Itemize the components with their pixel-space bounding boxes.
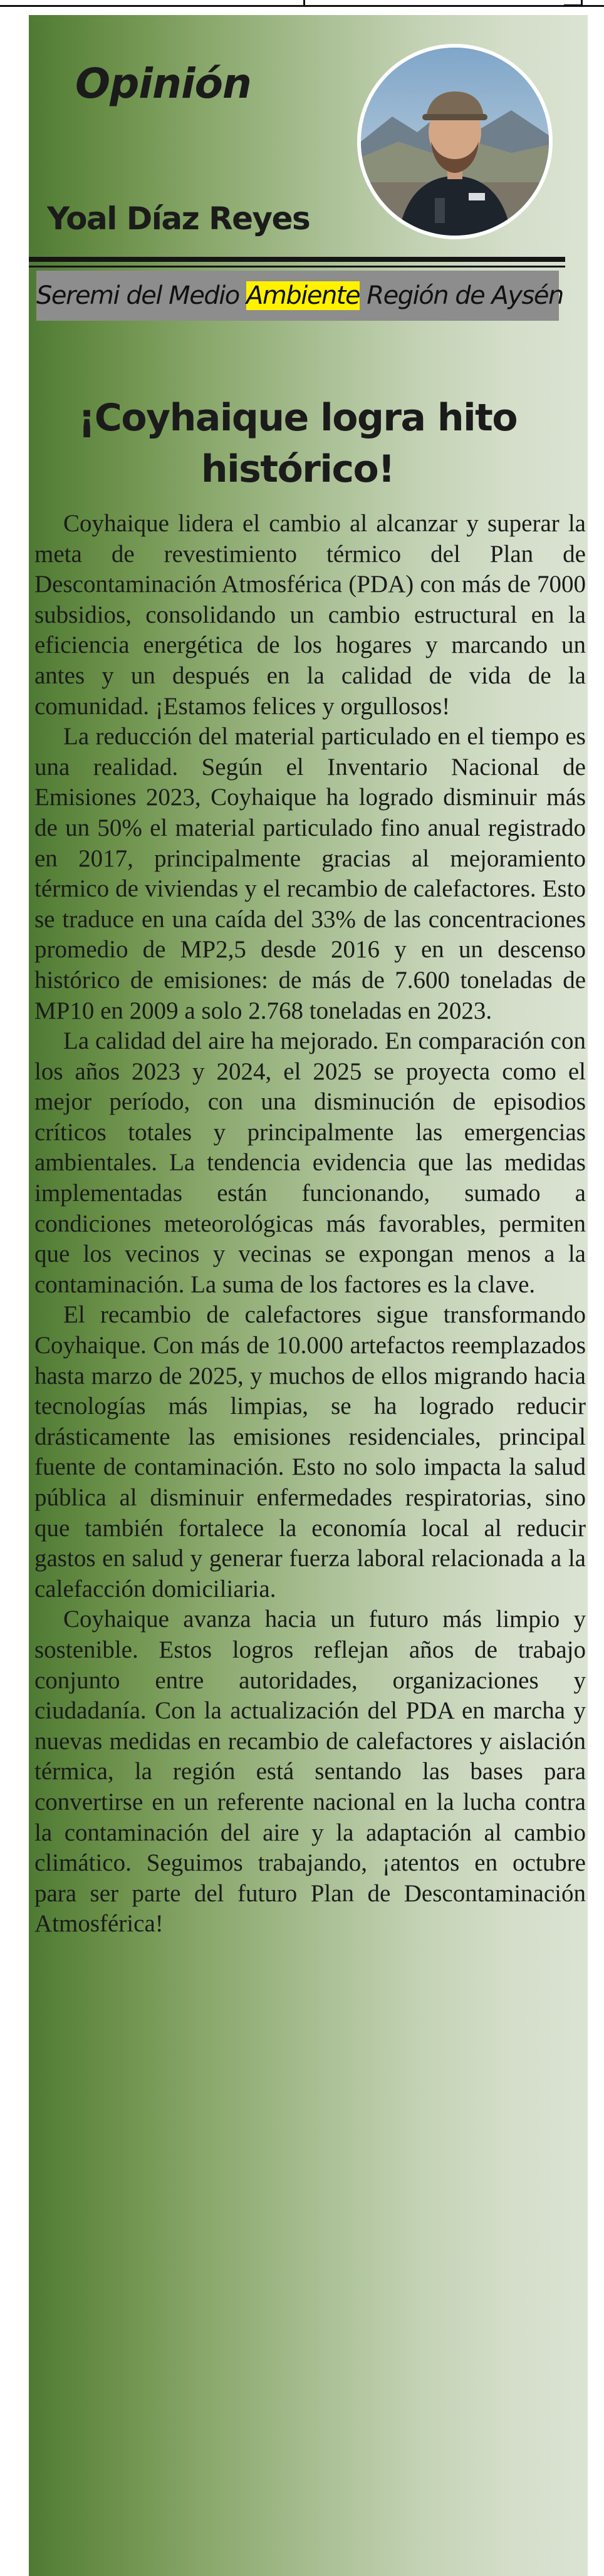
article-paragraph: La calidad del aire ha mejorado. En comparación con los años 2023 y 2024, el 2025 se proyecta como el mejor período, con una disminución de episodios críticos totales y principalmente las emergencias ambientales. La tendencia evidencia que las medidas implementadas están funcionando, sumado a condiciones meteorológicas más favorables, permiten que los vecinos y vecinas se expongan menos a la contaminación. La suma de los factores es la clave. <box>34 1027 586 1298</box>
page-top-strip <box>0 0 604 9</box>
author-photo <box>357 44 553 239</box>
article-paragraph: Coyhaique avanza hacia un futuro más limpio y sostenible. Estos logros reflejan años de trabajo conjunto entre autoridades, organizaciones y ciudadanía. Con la actualización del PDA en marcha y nuevas medidas en recambio de calefactores y aislación térmica, la región está sentando las bases para convertirse en un referente nacional en la lucha contra la contaminación del aire y la adaptación al cambio climático. Seguimos trabajando, ¡atentos en octubre para ser parte del futuro Plan de Descontaminación Atmosférica! <box>34 1606 586 1938</box>
header-rule-thick <box>29 257 565 262</box>
author-role <box>36 271 563 321</box>
author-role-bar <box>36 271 563 321</box>
author-name: Yoal Díaz Reyes <box>47 200 310 237</box>
header-rule-thin <box>29 266 565 267</box>
article-paragraph: Coyhaique lidera el cambio al alcanzar y superar la meta de revestimiento térmico del Plan de Descontaminación Atmosférica (PDA) con más de 7000 subsidios, consolidando un cambio estructural en la eficiencia energética de los hogares y marcando un antes y un después en la calidad de vida de la comunidad. ¡Estamos felices y orgullosos! <box>34 510 586 720</box>
section-label: Opinión <box>75 60 251 108</box>
author-role-suffix: Región de Aysén <box>360 281 563 310</box>
author-portrait-icon <box>361 48 549 236</box>
article-paragraph: El recambio de calefactores sigue transformando Coyhaique. Con más de 10.000 artefactos reemplazados hasta marzo de 2025, y muchos de ellos migrando hacia tecnologías más limpias, se ha logrado reducir drásticamente las emisiones residenciales, principal fuente de contaminación. Esto no solo impacta la salud pública al disminuir enfermedades respiratorias, sino que también fortalece la economía local al reducir gastos en salud y generar fuerza laboral relacionada a la calefacción domiciliaria. <box>34 1301 586 1602</box>
article-paragraph: La reducción del material particulado en el tiempo es una realidad. Según el Inventario Nacional de Emisiones 2023, Coyhaique ha logrado disminuir más de un 50% el material particulado fino anual registrado en 2017, principalmente gracias al mejoramiento térmico de viviendas y el recambio de calefactores. Esto se traduce en una caída del 33% de las concentraciones promedio de MP2,5 desde 2016 y en un descenso histórico de emisiones: de más de 7.600 toneladas de MP10 en 2009 a solo 2.768 toneladas en 2023. <box>34 723 586 1024</box>
author-role-prefix: Seremi del Medio <box>36 281 246 310</box>
article-body <box>34 509 586 1940</box>
top-corner-mark <box>564 0 583 6</box>
author-role-highlight: Ambiente <box>246 281 360 310</box>
top-tick <box>303 0 305 6</box>
top-rule <box>0 5 604 7</box>
article-headline: ¡Coyhaique logra hito histórico! <box>78 396 518 492</box>
